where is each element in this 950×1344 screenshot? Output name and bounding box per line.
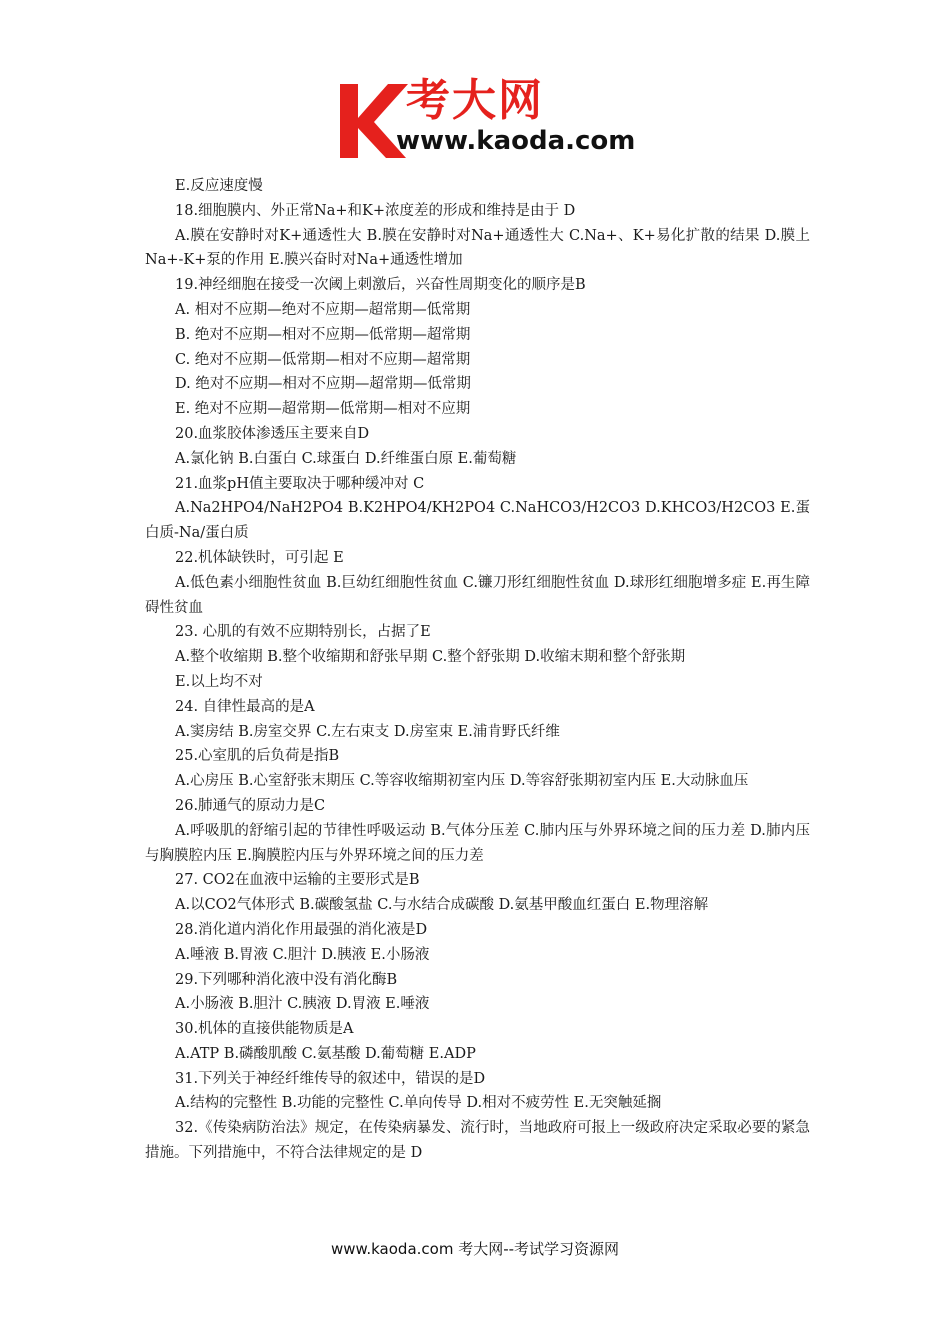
options-25: A.心房压 B.心室舒张末期压 C.等容收缩期初室内压 D.等容舒张期初室内压 E.大动脉血压 — [175, 773, 749, 790]
options-27: A.以CO2气体形式 B.碳酸氢盐 C.与水结合成碳酸 D.氨基甲酸血红蛋白 E.物理溶解 — [175, 897, 709, 914]
question-31: 31.下列关于神经纤维传导的叙述中，错误的是D — [175, 1070, 486, 1087]
question-23: 23. 心肌的有效不应期特别长，占据了E — [175, 624, 431, 641]
options-30: A.ATP B.磷酸肌酸 C.氨基酸 D.葡萄糖 E.ADP — [175, 1045, 476, 1062]
options-22: A.低色素小细胞性贫血 B.巨幼红细胞性贫血 C.镰刀形红细胞性贫血 D.球形红细胞增多症 E.再生障碍性贫血 — [145, 574, 810, 616]
options-24: A.窦房结 B.房室交界 C.左右束支 D.房室束 E.浦肯野氏纤维 — [175, 723, 560, 740]
options-28: A.唾液 B.胃液 C.胆汁 D.胰液 E.小肠液 — [175, 946, 430, 963]
question-19: 19.神经细胞在接受一次阈上刺激后，兴奋性周期变化的顺序是B — [175, 277, 586, 294]
question-21: 21.血浆pH值主要取决于哪种缓冲对 C — [175, 475, 425, 492]
options-20: A.氯化钠 B.白蛋白 C.球蛋白 D.纤维蛋白原 E.葡萄糖 — [175, 450, 517, 467]
option-19-e: E. 绝对不应期—超常期—低常期—相对不应期 — [175, 401, 471, 418]
logo-url: www.kaoda.com — [396, 126, 636, 156]
options-31: A.结构的完整性 B.功能的完整性 C.单向传导 D.相对不疲劳性 E.无突触延搁 — [175, 1095, 662, 1112]
question-30: 30.机体的直接供能物质是A — [175, 1021, 354, 1038]
options-18: A.膜在安静时对K+通透性大 B.膜在安静时对Na+通透性大 C.Na+、K+易化扩散的结果 D.膜上Na+-K+泵的作用 E.膜兴奋时对Na+通透性增加 — [145, 227, 810, 269]
question-20: 20.血浆胶体渗透压主要来自D — [175, 425, 370, 442]
option-19-c: C. 绝对不应期—低常期—相对不应期—超常期 — [175, 351, 471, 368]
options-23: A.整个收缩期 B.整个收缩期和舒张早期 C.整个舒张期 D.收缩末期和整个舒张期 — [175, 649, 686, 666]
question-27: 27. CO2在血液中运输的主要形式是B — [175, 872, 420, 889]
question-26: 26.肺通气的原动力是C — [175, 797, 326, 814]
option-19-a: A. 相对不应期—绝对不应期—超常期—低常期 — [175, 301, 471, 318]
logo-title: 考大网 — [406, 75, 544, 126]
question-28: 28.消化道内消化作用最强的消化液是D — [175, 921, 428, 938]
question-18: 18.细胞膜内、外正常Na+和K+浓度差的形成和维持是由于 D — [175, 202, 576, 219]
options-26: A.呼吸肌的舒缩引起的节律性呼吸运动 B.气体分压差 C.肺内压与外界环境之间的压力差 D.肺内压与胸膜腔内压 E.胸膜腔内压与外界环境之间的压力差 — [145, 822, 810, 864]
question-22: 22.机体缺铁时，可引起 E — [175, 549, 344, 566]
text-line: E.反应速度慢 — [175, 178, 263, 194]
options-29: A.小肠液 B.胆汁 C.胰液 D.胃液 E.唾液 — [175, 996, 430, 1013]
option-19-b: B. 绝对不应期—相对不应期—低常期—超常期 — [175, 326, 471, 343]
options-23-e: E.以上均不对 — [175, 673, 263, 690]
options-21: A.Na2HPO4/NaH2PO4 B.K2HPO4/KH2PO4 C.NaHCO3/H2CO3 D.KHCO3/H2CO3 E.蛋白质-Na/蛋白质 — [145, 500, 810, 542]
option-19-d: D. 绝对不应期—相对不应期—超常期—低常期 — [175, 376, 471, 393]
site-logo[interactable] — [336, 74, 666, 164]
question-29: 29.下列哪种消化液中没有消化酶B — [175, 971, 398, 988]
question-25: 25.心室肌的后负荷是指B — [175, 748, 340, 765]
document-body — [145, 174, 810, 1166]
page-footer: www.kaoda.com 考大网--考试学习资源网 — [330, 1240, 620, 1258]
question-24: 24. 自律性最高的是A — [175, 698, 315, 715]
question-32: 32.《传染病防治法》规定，在传染病暴发、流行时，当地政府可报上一级政府决定采取必要的紧急措施。下列措施中，不符合法律规定的是 D — [145, 1120, 810, 1162]
